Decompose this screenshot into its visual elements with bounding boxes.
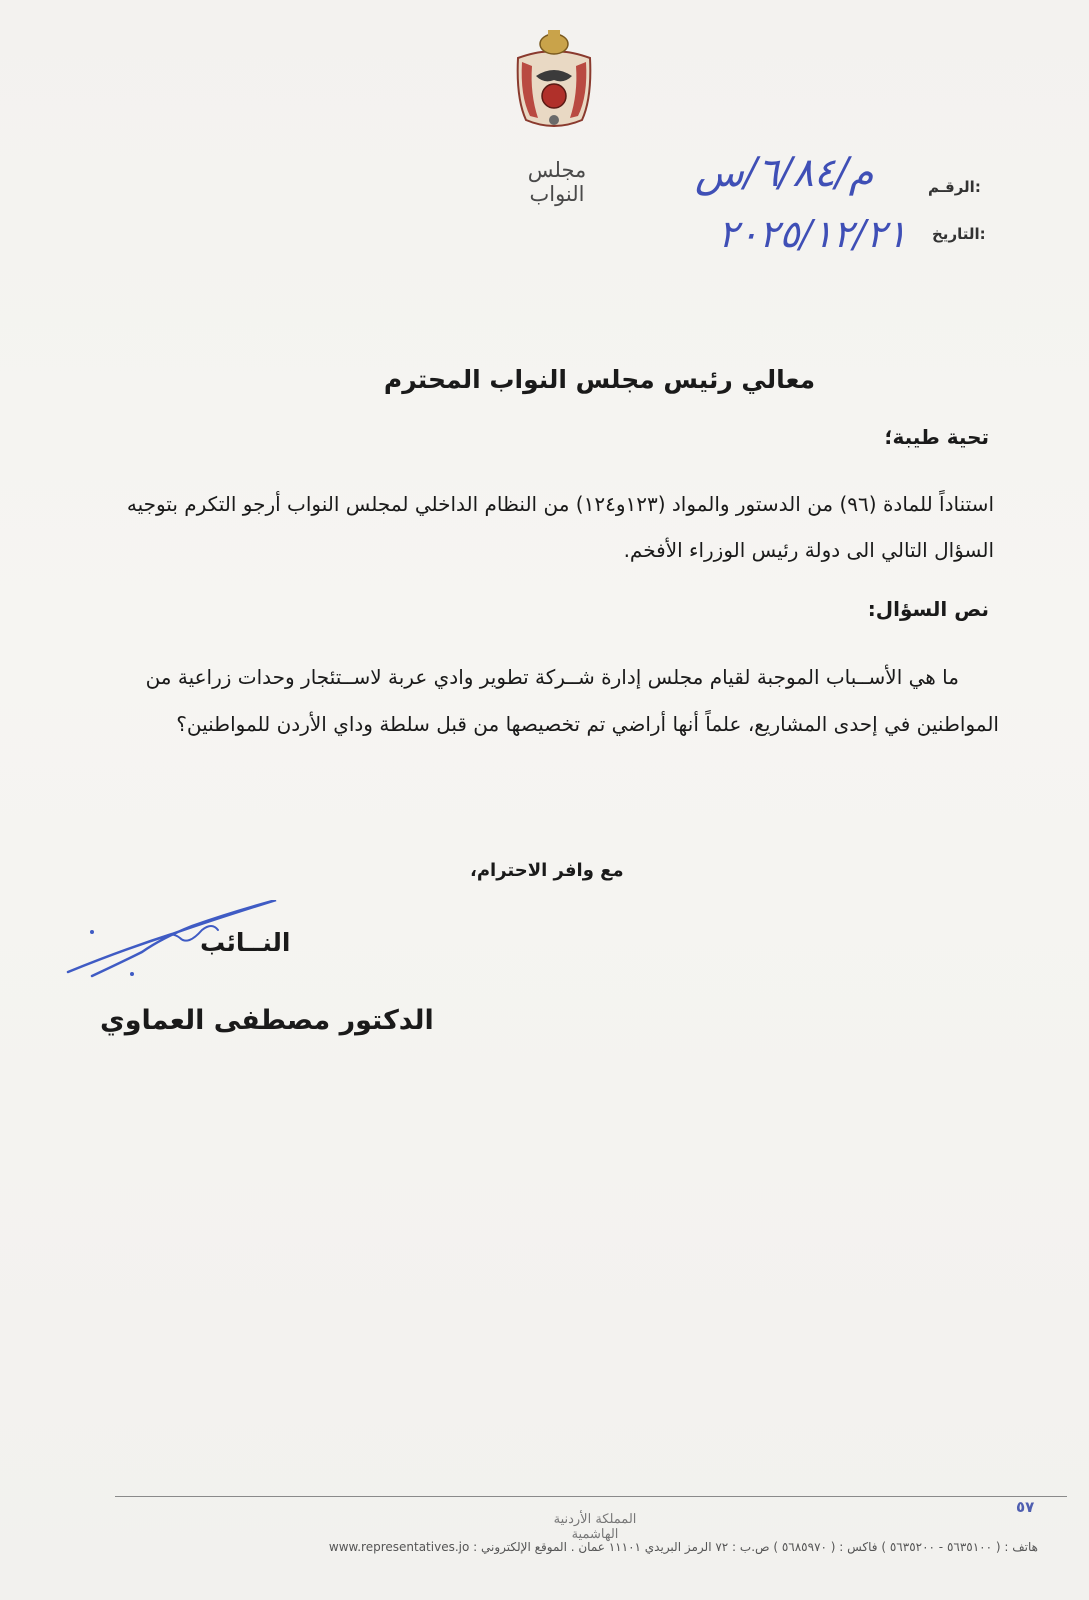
handwritten-reference-number: م/٦/٨٤/س bbox=[695, 150, 874, 196]
intro-line-2: السؤال التالي الى دولة رئيس الوزراء الأفخم. bbox=[623, 538, 994, 562]
number-label: الرقـم: bbox=[928, 178, 981, 196]
signatory-role: النــائب bbox=[200, 928, 291, 957]
letter-title: معالي رئيس مجلس النواب المحترم bbox=[383, 365, 816, 394]
page-number: ٥٧ bbox=[1016, 1498, 1035, 1516]
footer-divider bbox=[115, 1496, 1067, 1497]
date-label: التاريخ: bbox=[932, 225, 986, 243]
footer-contact-info: هاتف : ( ٥٦٣٥١٠٠ - ٥٦٣٥٢٠٠ ) فاكس : ( ٥٦٨٥٩٧٠ ) ص.ب : ٧٢ الرمز البريدي ١١١٠١ عمان . الموقع الإلكتروني : www.representatives.jo bbox=[328, 1540, 1038, 1554]
question-line-2: المواطنين في إحدى المشاريع، علماً أنها أراضي تم تخصيصها من قبل سلطة وداي الأردن للمواطنين؟ bbox=[176, 712, 999, 736]
handwritten-date: ٢٠٢٥/١٢/٢١ bbox=[718, 212, 907, 256]
greeting: تحية طيبة؛ bbox=[884, 425, 989, 449]
signatory-name: الدكتور مصطفى العماوي bbox=[100, 1005, 434, 1036]
question-heading: نص السؤال: bbox=[867, 597, 989, 621]
intro-line-1: استناداً للمادة (٩٦) من الدستور والمواد (١٢٣و١٢٤) من النظام الداخلي لمجلس النواب أرجو التكرم بتوجيه bbox=[126, 492, 994, 516]
council-name: مجلس النواب bbox=[527, 158, 587, 206]
closing: مع وافر الاحترام، bbox=[470, 860, 624, 881]
question-line-1: ما هي الأســباب الموجبة لقيام مجلس إدارة شــركة تطوير وادي عربة لاســتئجار وحدات زراعية من bbox=[145, 665, 959, 689]
jordan-coat-of-arms-icon bbox=[508, 28, 600, 136]
footer-kingdom-name: المملكة الأردنية الهاشمية bbox=[553, 1512, 637, 1542]
